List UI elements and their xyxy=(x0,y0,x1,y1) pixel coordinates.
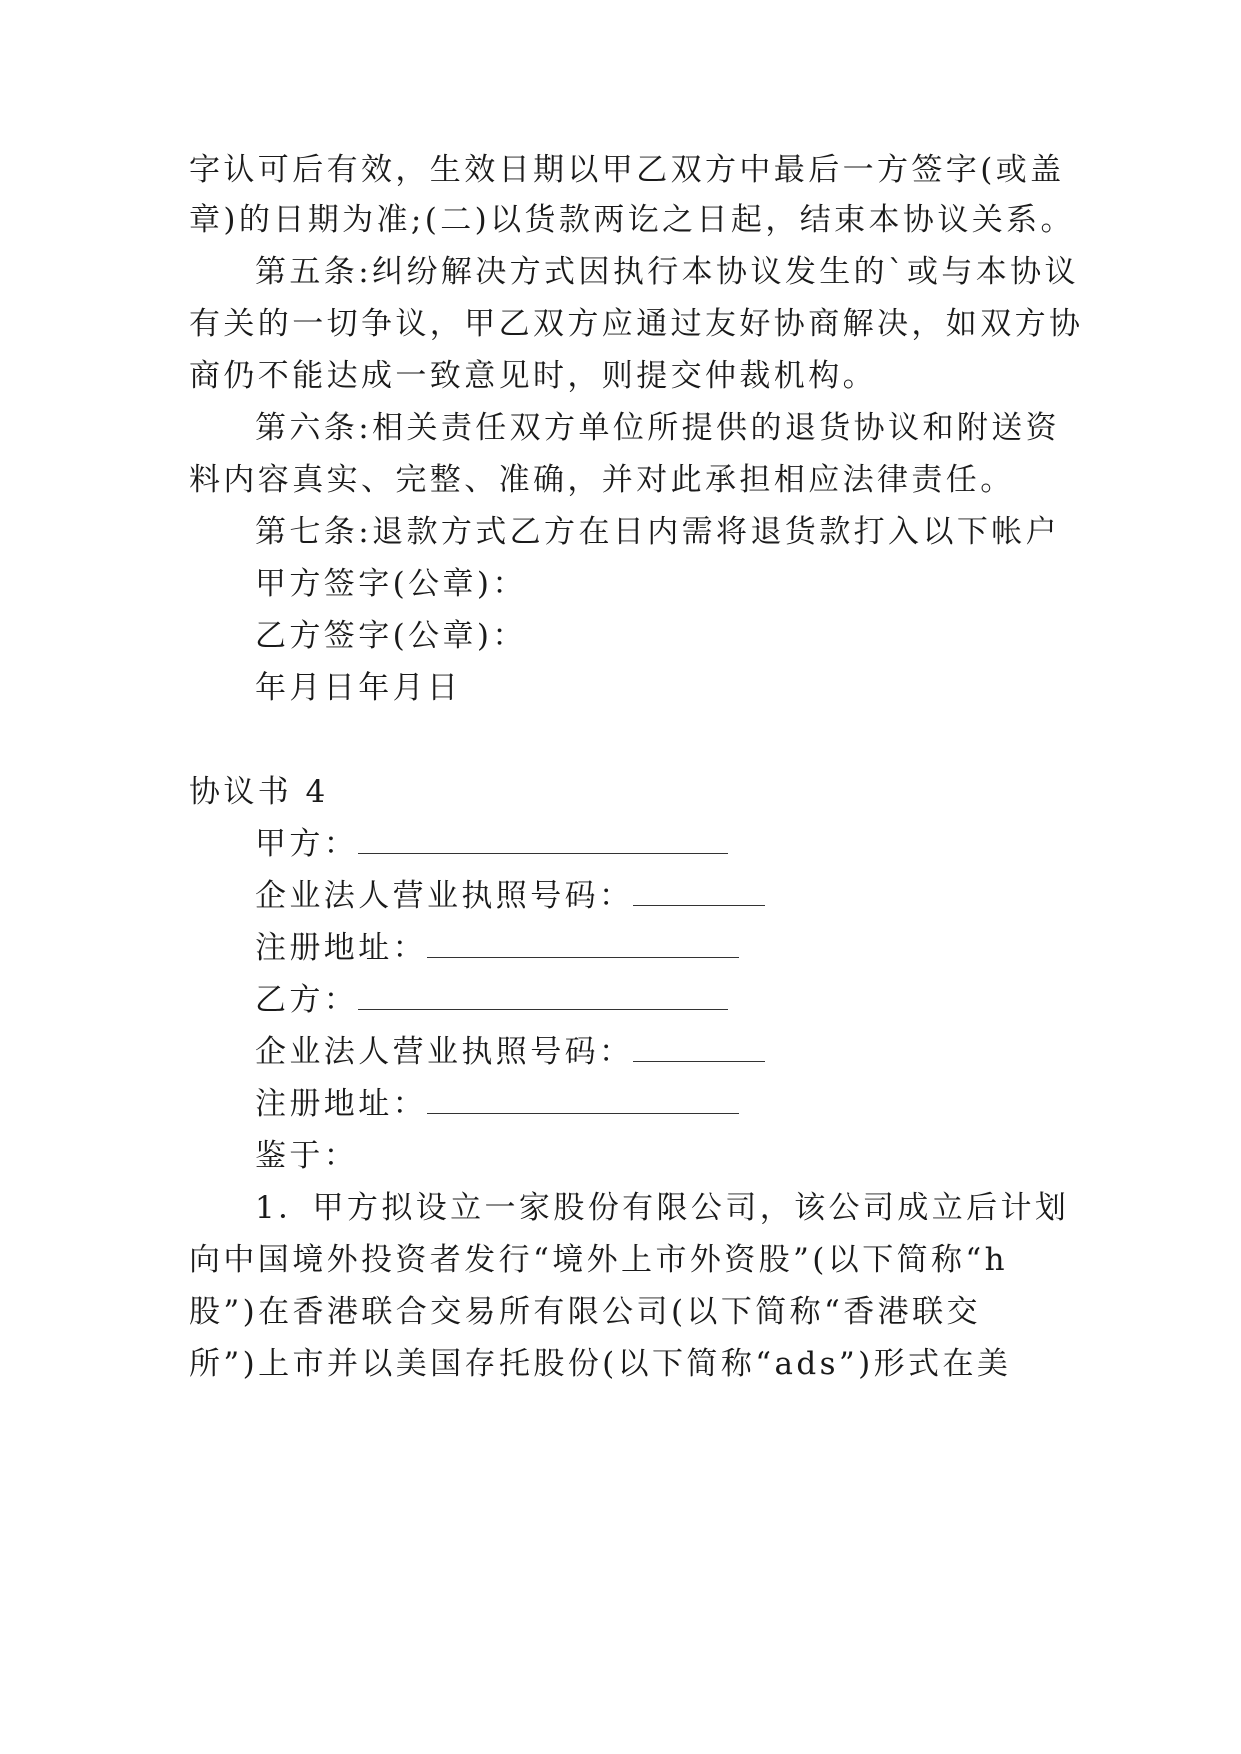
address-b-field xyxy=(255,1084,739,1124)
signature-dates: 年月日年月日 xyxy=(255,670,462,706)
paragraph-line: 章)的日期为准;(二)以货款两讫之日起，结束本协议关系。 xyxy=(189,202,1075,238)
whereas-heading: 鉴于： xyxy=(255,1138,359,1174)
article-5-line: 有关的一切争议，甲乙双方应通过友好协商解决，如双方协 xyxy=(189,306,1084,342)
party-b-signature: 乙方签字(公章)： xyxy=(255,618,527,654)
item-1-line: 1．甲方拟设立一家股份有限公司，该公司成立后计划 xyxy=(255,1190,1070,1226)
party-a-label: 甲方： xyxy=(255,826,359,862)
license-a-field xyxy=(255,876,765,916)
article-5-line: 第五条:纠纷解决方式因执行本协议发生的`或与本协议 xyxy=(255,254,1079,290)
address-a-label: 注册地址： xyxy=(255,930,427,966)
license-b-label: 企业法人营业执照号码： xyxy=(255,1034,634,1070)
party-b-label: 乙方： xyxy=(255,982,359,1018)
address-b-blank xyxy=(427,1091,739,1114)
address-a-blank xyxy=(427,935,739,958)
article-7-line: 第七条:退款方式乙方在日内需将退货款打入以下帐户 xyxy=(255,514,1061,550)
license-b-field xyxy=(255,1032,765,1072)
party-a-signature: 甲方签字(公章)： xyxy=(255,566,527,602)
item-1-line: 所”)上市并以美国存托股份(以下简称“ads”)形式在美 xyxy=(189,1346,1012,1382)
item-1-line: 股”)在香港联合交易所有限公司(以下简称“香港联交 xyxy=(189,1294,981,1330)
license-a-label: 企业法人营业执照号码： xyxy=(255,878,634,914)
license-a-blank xyxy=(633,883,765,906)
item-1-line: 向中国境外投资者发行“境外上市外资股”(以下简称“h xyxy=(189,1242,1009,1278)
paragraph-line: 字认可后有效，生效日期以甲乙双方中最后一方签字(或盖 xyxy=(189,152,1065,188)
license-b-blank xyxy=(633,1039,765,1062)
party-a-blank xyxy=(358,831,728,854)
address-a-field xyxy=(255,928,739,968)
party-b-blank xyxy=(358,987,728,1010)
party-a-field xyxy=(255,824,728,864)
agreement-title: 协议书 4 xyxy=(189,774,329,810)
party-b-field xyxy=(255,980,728,1020)
article-6-line: 第六条:相关责任双方单位所提供的退货协议和附送资 xyxy=(255,410,1061,446)
article-6-line: 料内容真实、完整、准确，并对此承担相应法律责任。 xyxy=(189,462,1015,498)
address-b-label: 注册地址： xyxy=(255,1086,427,1122)
article-5-line: 商仍不能达成一致意见时，则提交仲裁机构。 xyxy=(189,358,877,394)
